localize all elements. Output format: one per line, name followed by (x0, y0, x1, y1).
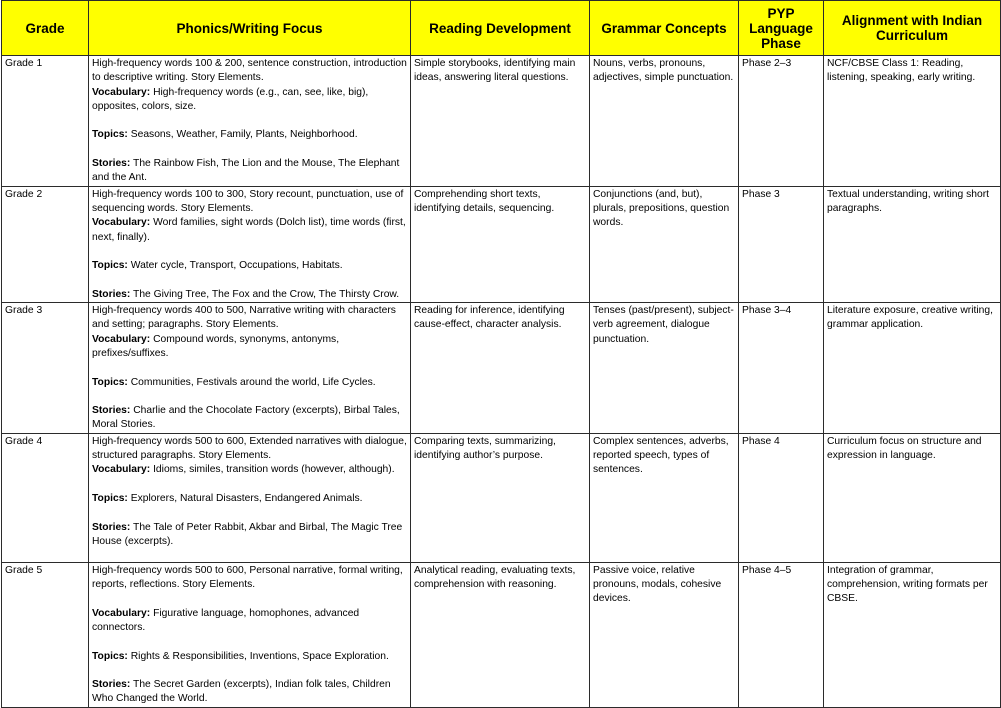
stories-text: The Giving Tree, The Fox and the Crow, The Thirsty Crow. (133, 288, 400, 300)
vocabulary-line (92, 607, 407, 636)
vocabulary-text: Figurative language, homophones, advanced connectors. (92, 607, 360, 633)
stories-text: The Tale of Peter Rabbit, Akbar and Birbal, The Magic Tree House (excerpts). (92, 521, 403, 547)
stories-line (92, 678, 407, 707)
stories-label: Stories: (92, 288, 131, 300)
topics-line (92, 492, 407, 506)
cell-pyp-phase: Phase 3–4 (739, 303, 824, 434)
topics-line (92, 650, 407, 664)
cell-grammar-concepts: Conjunctions (and, but), plurals, prepositions, question words. (590, 186, 739, 302)
cell-grade: Grade 4 (2, 433, 89, 562)
topics-text: Rights & Responsibilities, Inventions, Space Exploration. (130, 650, 389, 662)
cell-grammar-concepts: Complex sentences, adverbs, reported speech, types of sentences. (590, 433, 739, 562)
table-row (2, 303, 1001, 434)
cell-reading-development: Reading for inference, identifying cause-effect, character analysis. (411, 303, 590, 434)
stories-line (92, 157, 407, 186)
vocabulary-label: Vocabulary: (92, 86, 151, 98)
stories-text: The Secret Garden (excerpts), Indian folk tales, Children Who Changed the World. (92, 679, 391, 705)
topics-label: Topics: (92, 129, 128, 141)
topics-label: Topics: (92, 492, 128, 504)
topics-label: Topics: (92, 376, 128, 388)
phonics-text: High-frequency words 100 to 300, Story recount, punctuation, use of sequencing words. Story Elements. (92, 188, 404, 214)
topics-text: Water cycle, Transport, Occupations, Habitats. (130, 260, 343, 272)
cell-reading-development: Comprehending short texts, identifying details, sequencing. (411, 186, 590, 302)
cell-reading-development: Comparing texts, summarizing, identifying author’s purpose. (411, 433, 590, 562)
cell-reading-development: Analytical reading, evaluating texts, comprehension with reasoning. (411, 562, 590, 707)
cell-alignment: Textual understanding, writing short paragraphs. (824, 186, 1001, 302)
cell-phonics-writing (89, 303, 411, 434)
cell-grammar-concepts: Nouns, verbs, pronouns, adjectives, simple punctuation. (590, 56, 739, 187)
cell-pyp-phase: Phase 4–5 (739, 562, 824, 707)
topics-label: Topics: (92, 650, 128, 662)
topics-line (92, 259, 407, 273)
cell-phonics-writing (89, 433, 411, 562)
cell-alignment: Literature exposure, creative writing, grammar application. (824, 303, 1001, 434)
stories-text: Charlie and the Chocolate Factory (excerpts), Birbal Tales, Moral Stories. (92, 405, 400, 431)
vocabulary-label: Vocabulary: (92, 607, 151, 619)
phonics-text: High-frequency words 400 to 500, Narrative writing with characters and setting; paragraphs. Story Elements. (92, 305, 396, 331)
vocabulary-text: High-frequency words (e.g., can, see, like, big), opposites, colors, size. (92, 86, 369, 112)
header-reading-development: Reading Development (411, 1, 590, 56)
stories-label: Stories: (92, 679, 131, 691)
table-row (2, 433, 1001, 562)
cell-grade: Grade 3 (2, 303, 89, 434)
stories-line (92, 404, 407, 433)
topics-text: Communities, Festivals around the world, Life Cycles. (130, 376, 376, 388)
vocabulary-text: Compound words, synonyms, antonyms, prefixes/suffixes. (92, 333, 340, 359)
stories-label: Stories: (92, 405, 131, 417)
cell-alignment: Curriculum focus on structure and expression in language. (824, 433, 1001, 562)
vocabulary-line (92, 463, 407, 477)
table-body (2, 56, 1001, 708)
cell-grade: Grade 5 (2, 562, 89, 707)
phonics-text: High-frequency words 100 & 200, sentence construction, introduction to descriptive writing. Story Elements. (92, 58, 407, 84)
cell-pyp-phase: Phase 2–3 (739, 56, 824, 187)
header-phonics-writing-focus: Phonics/Writing Focus (89, 1, 411, 56)
header-alignment-indian-curriculum: Alignment with Indian Curriculum (824, 1, 1001, 56)
vocabulary-line (92, 216, 407, 245)
vocabulary-text: Word families, sight words (Dolch list), time words (first, next, finally). (92, 217, 406, 243)
vocabulary-line (92, 86, 407, 115)
vocabulary-line (92, 333, 407, 362)
cell-reading-development: Simple storybooks, identifying main ideas, answering literal questions. (411, 56, 590, 187)
vocabulary-text: Idioms, similes, transition words (however, although). (153, 464, 395, 476)
table-row (2, 186, 1001, 302)
header-pyp-language-phase: PYP Language Phase (739, 1, 824, 56)
curriculum-table (1, 0, 1001, 708)
cell-alignment: NCF/CBSE Class 1: Reading, listening, speaking, early writing. (824, 56, 1001, 187)
cell-phonics-writing (89, 562, 411, 707)
stories-line (92, 521, 407, 550)
cell-grade: Grade 2 (2, 186, 89, 302)
vocabulary-label: Vocabulary: (92, 464, 151, 476)
stories-text: The Rainbow Fish, The Lion and the Mouse, The Elephant and the Ant. (92, 158, 400, 184)
header-grammar-concepts: Grammar Concepts (590, 1, 739, 56)
vocabulary-label: Vocabulary: (92, 217, 151, 229)
table-row (2, 562, 1001, 707)
table-row (2, 56, 1001, 187)
phonics-text: High-frequency words 500 to 600, Personal narrative, formal writing, reports, reflections. Story Elements. (92, 564, 403, 591)
stories-label: Stories: (92, 521, 131, 533)
cell-pyp-phase: Phase 3 (739, 186, 824, 302)
cell-phonics-writing (89, 56, 411, 187)
topics-text: Seasons, Weather, Family, Plants, Neighborhood. (130, 129, 358, 141)
stories-label: Stories: (92, 158, 131, 170)
topics-text: Explorers, Natural Disasters, Endangered Animals. (130, 492, 363, 504)
cell-phonics-writing (89, 186, 411, 302)
header-row (2, 1, 1001, 56)
topics-line (92, 128, 407, 142)
cell-alignment: Integration of grammar, comprehension, writing formats per CBSE. (824, 562, 1001, 707)
cell-grammar-concepts: Tenses (past/present), subject-verb agreement, dialogue punctuation. (590, 303, 739, 434)
cell-pyp-phase: Phase 4 (739, 433, 824, 562)
stories-line (92, 288, 407, 302)
topics-line (92, 376, 407, 390)
vocabulary-label: Vocabulary: (92, 333, 151, 345)
cell-grade: Grade 1 (2, 56, 89, 187)
topics-label: Topics: (92, 260, 128, 272)
cell-grammar-concepts: Passive voice, relative pronouns, modals, cohesive devices. (590, 562, 739, 707)
phonics-text: High-frequency words 500 to 600, Extended narratives with dialogue, structured paragraphs. Story Elements. (92, 435, 407, 462)
header-grade: Grade (2, 1, 89, 56)
